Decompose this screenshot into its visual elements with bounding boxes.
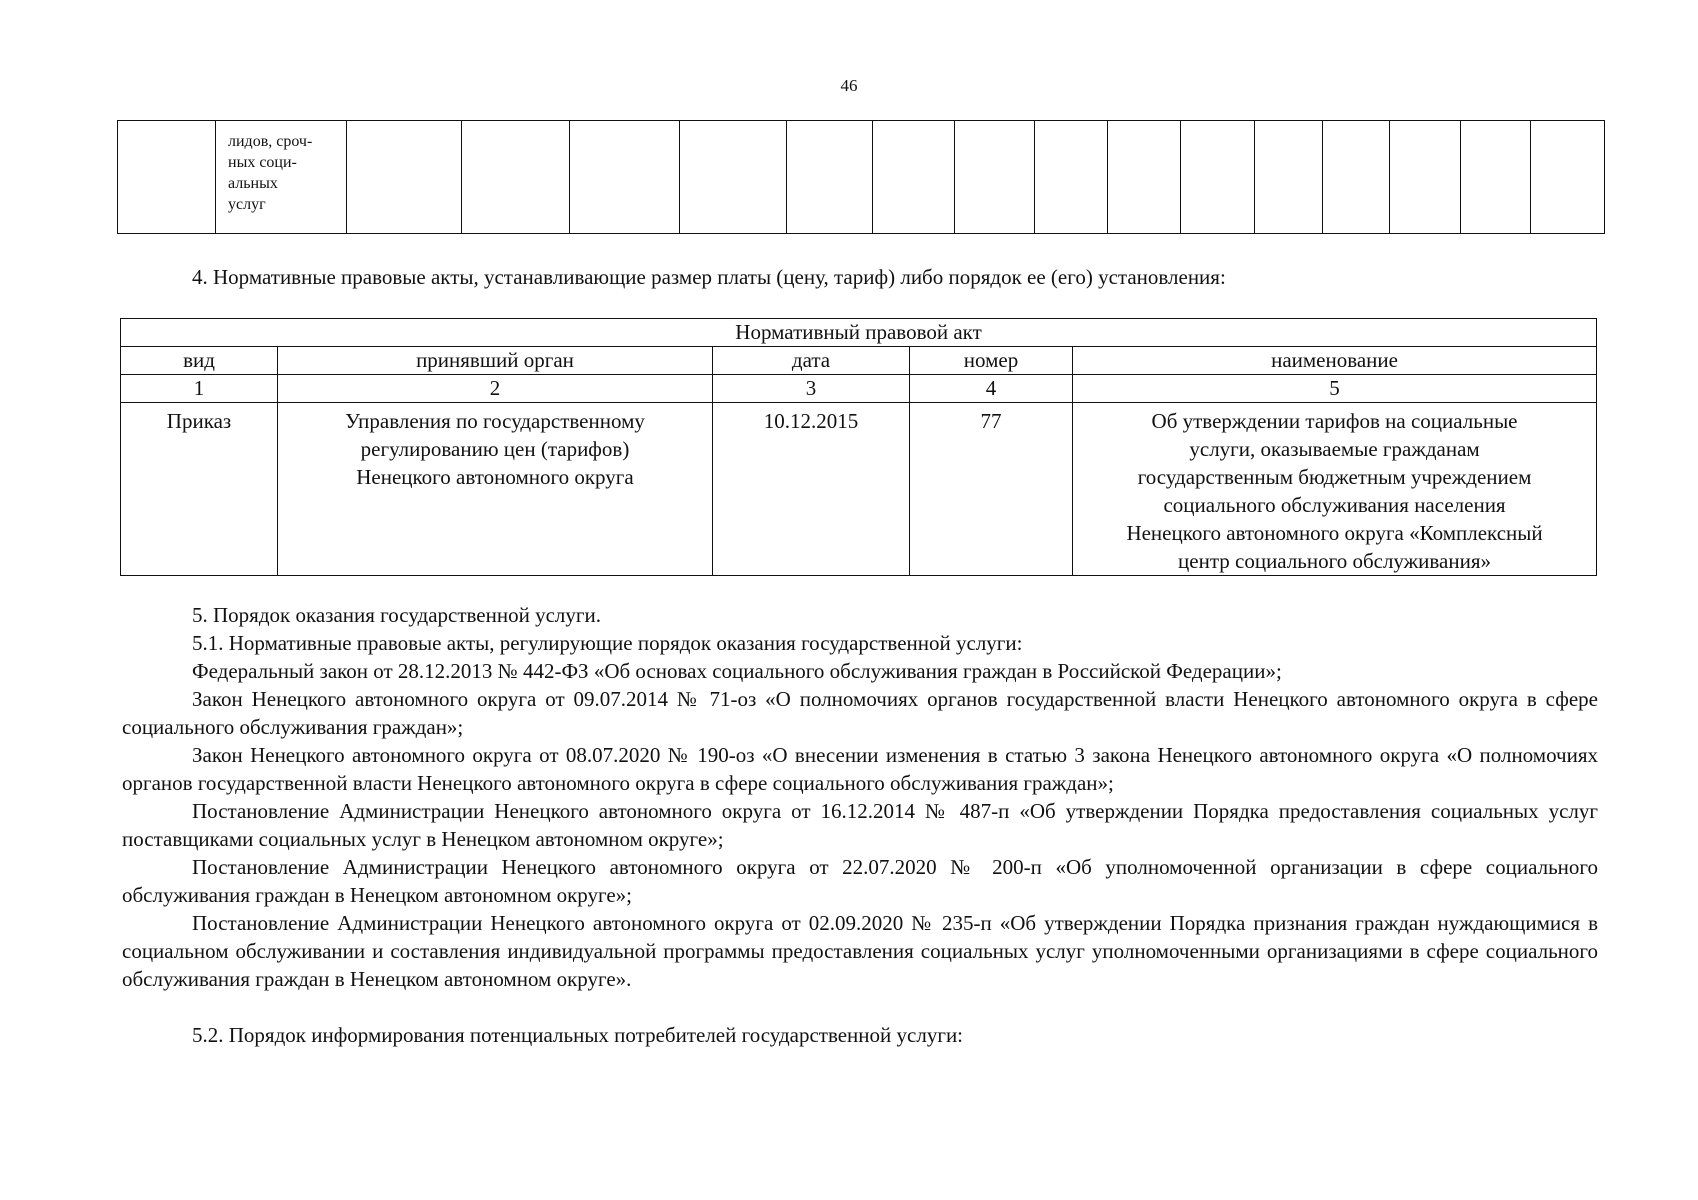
act-type: Приказ bbox=[121, 403, 278, 576]
fragment-cell bbox=[873, 121, 955, 234]
fragment-text-cell bbox=[216, 121, 347, 234]
column-number: 5 bbox=[1073, 375, 1597, 403]
fragment-row bbox=[118, 121, 1605, 234]
legal-act-paragraph: Постановление Администрации Ненецкого автономного округа от 22.07.2020 № 200-п «Об уполномоченной организации в сфере социального обслуживания граждан в Ненецком автономном округе»; bbox=[122, 855, 1598, 907]
act-name-line: центр социального обслуживания» bbox=[1178, 549, 1492, 573]
fragment-cell bbox=[1323, 121, 1390, 234]
column-number: 3 bbox=[713, 375, 910, 403]
section-5-body bbox=[122, 601, 1598, 1049]
act-name bbox=[1073, 403, 1597, 576]
act-authority-line: регулированию цен (тарифов) bbox=[360, 437, 630, 461]
act-name-line: услуги, оказываемые гражданам bbox=[1189, 437, 1480, 461]
legal-act-paragraph: Закон Ненецкого автономного округа от 09.07.2014 № 71-оз «О полномочиях органов государственной власти Ненецкого автономного округа в сфере социального обслуживания граждан»; bbox=[122, 687, 1598, 739]
act-name-line: Ненецкого автономного округа «Комплексный bbox=[1126, 521, 1543, 545]
column-number: 2 bbox=[278, 375, 713, 403]
table-group-header: Нормативный правовой акт bbox=[121, 319, 1597, 347]
fragment-cell bbox=[1531, 121, 1605, 234]
legal-act-paragraph: Федеральный закон от 28.12.2013 № 442-ФЗ «Об основах социального обслуживания граждан в Российской Федерации»; bbox=[192, 659, 1282, 683]
fragment-cell bbox=[118, 121, 216, 234]
column-header-authority: принявший орган bbox=[278, 347, 713, 375]
fragment-cell bbox=[1461, 121, 1531, 234]
fragment-cell bbox=[1108, 121, 1181, 234]
fragment-cell bbox=[787, 121, 873, 234]
act-name-line: социального обслуживания населения bbox=[1163, 493, 1506, 517]
fragment-cell bbox=[570, 121, 680, 234]
act-authority-line: Управления по государственному bbox=[345, 409, 645, 433]
fragment-line: альных bbox=[228, 175, 278, 192]
fragment-table bbox=[117, 120, 1605, 234]
fragment-cell bbox=[955, 121, 1035, 234]
table-group-header-row bbox=[121, 319, 1597, 347]
section-5-2-heading: 5.2. Порядок информирования потенциальных потребителей государственной услуги: bbox=[192, 1023, 964, 1047]
fragment-cell bbox=[1035, 121, 1108, 234]
fragment-cell bbox=[1390, 121, 1461, 234]
fragment-line: услуг bbox=[228, 196, 266, 213]
column-header-date: дата bbox=[713, 347, 910, 375]
fragment-cell bbox=[347, 121, 462, 234]
fragment-cell bbox=[1181, 121, 1255, 234]
column-number-row bbox=[121, 375, 1597, 403]
section-5-1-heading: 5.1. Нормативные правовые акты, регулирующие порядок оказания государственной услуги: bbox=[192, 631, 1023, 655]
fragment-cell bbox=[1255, 121, 1323, 234]
legal-act-paragraph: Постановление Администрации Ненецкого автономного округа от 02.09.2020 № 235-п «Об утверждении Порядка признания граждан нуждающимися в социальном обслуживании и составления индивидуальной программы предоставления социальных услуг уполномоченными организациями в сфере социального обслуживания граждан в Ненецком автономном округе». bbox=[122, 911, 1598, 991]
act-authority bbox=[278, 403, 713, 576]
act-name-line: Об утверждении тарифов на социальные bbox=[1151, 409, 1518, 433]
act-authority-line: Ненецкого автономного округа bbox=[356, 465, 634, 489]
act-number: 77 bbox=[910, 403, 1073, 576]
fragment-line: лидов, сроч- bbox=[228, 133, 313, 150]
legal-act-paragraph: Закон Ненецкого автономного округа от 08.07.2020 № 190-оз «О внесении изменения в статью 3 закона Ненецкого автономного округа «О полномочиях органов государственной власти Ненецкого автономного округа в сфере социального обслуживания граждан»; bbox=[122, 743, 1598, 795]
column-header-name: наименование bbox=[1073, 347, 1597, 375]
table-row bbox=[121, 403, 1597, 576]
fragment-line: ных соци- bbox=[228, 154, 297, 171]
page-number: 46 bbox=[840, 76, 858, 95]
section-5-heading: 5. Порядок оказания государственной услуги. bbox=[192, 603, 601, 627]
legal-act-paragraph: Постановление Администрации Ненецкого автономного округа от 16.12.2014 № 487-п «Об утверждении Порядка предоставления социальных услуг поставщиками социальных услуг в Ненецком автономном округе»; bbox=[122, 799, 1598, 851]
column-number: 1 bbox=[121, 375, 278, 403]
fragment-cell bbox=[462, 121, 570, 234]
column-header-type: вид bbox=[121, 347, 278, 375]
fragment-cell bbox=[680, 121, 787, 234]
section-4-heading: 4. Нормативные правовые акты, устанавливающие размер платы (цену, тариф) либо порядок ее (его) установления: bbox=[192, 265, 1226, 289]
act-name-line: государственным бюджетным учреждением bbox=[1137, 465, 1532, 489]
column-header-number: номер bbox=[910, 347, 1073, 375]
column-number: 4 bbox=[910, 375, 1073, 403]
regulatory-acts-table bbox=[120, 318, 1597, 576]
act-date: 10.12.2015 bbox=[713, 403, 910, 576]
table-header-row bbox=[121, 347, 1597, 375]
